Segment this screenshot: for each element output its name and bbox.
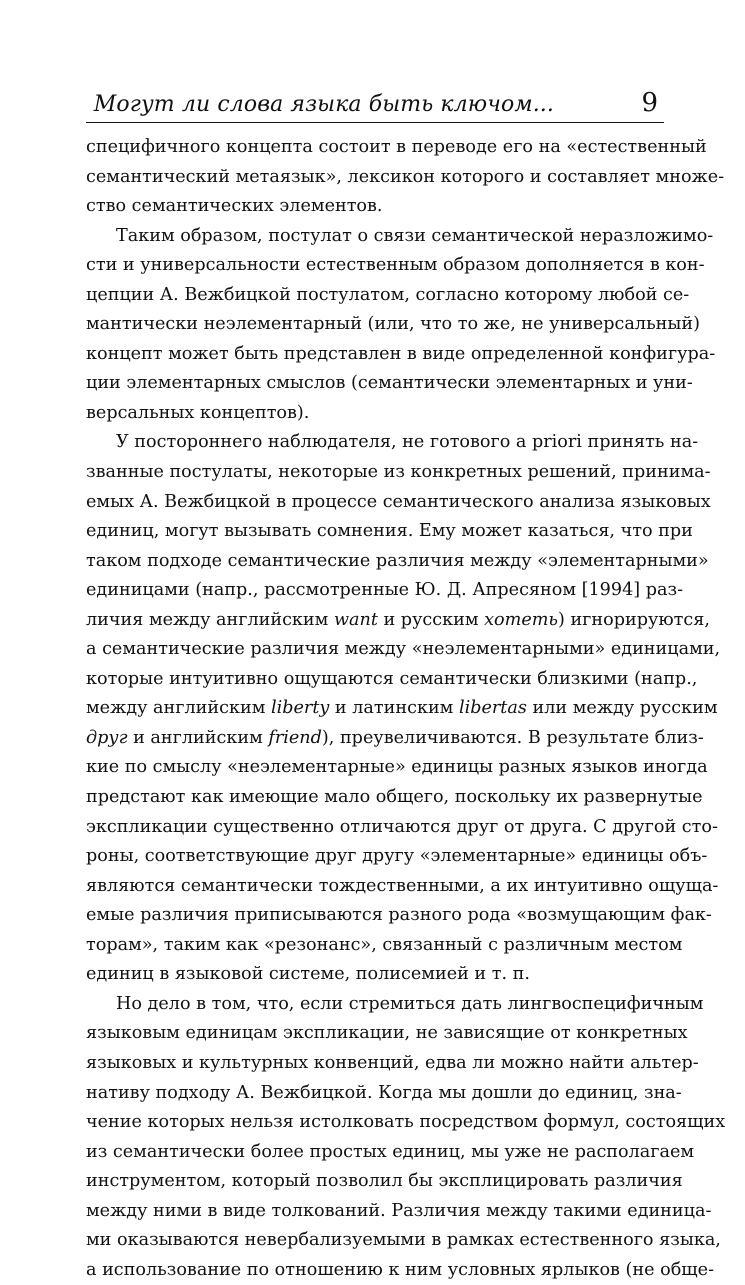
text-line: Таким образом, постулат о связи семантической неразложимо- — [116, 225, 714, 246]
text-line: емых А. Вежбицкой в процессе семантического анализа языковых — [86, 491, 711, 512]
text-line: версальных концептов). — [86, 402, 310, 423]
text-line: между ними в виде толкований. Различия между такими единица- — [86, 1200, 712, 1221]
text-line: У постороннего наблюдателя, не готового a priori принять на- — [116, 432, 699, 453]
running-head — [86, 88, 664, 123]
text-line: личия между английским want и русским хотеть) игнорируются, — [86, 609, 710, 630]
text-line: являются семантически тождественными, а их интуитивно ощуща- — [86, 875, 719, 896]
page-number: 9 — [641, 88, 658, 118]
italic-term: friend — [268, 727, 322, 748]
text-line: языковым единицам экспликации, не зависящие от конкретных — [86, 1023, 688, 1044]
italic-term: хотеть — [484, 609, 558, 630]
body-text — [86, 133, 726, 1285]
text-line: между английским liberty и латинским libertas или между русским — [86, 698, 718, 719]
text-line: емые различия приписываются разного рода «возмущающим фак- — [86, 905, 712, 926]
text-line: концепт может быть представлен в виде определенной конфигура- — [86, 343, 716, 364]
text-line: которые интуитивно ощущаются семантически близкими (напр., — [86, 668, 698, 689]
text-line: предстают как имеющие мало общего, поскольку их развернутые — [86, 787, 703, 808]
text-line: званные постулаты, некоторые из конкретных решений, принима- — [86, 462, 711, 483]
text-line: специфичного концепта состоит в переводе его на «естественный — [86, 137, 707, 157]
italic-term: друг — [86, 727, 128, 748]
text-line: торам», таким как «резонанс», связанный с различным местом — [86, 934, 683, 955]
text-line: чение которых нельзя истолковать посредством формул, состоящих — [86, 1112, 726, 1133]
text-line: семантический метаязык», лексикон которого и составляет множе- — [86, 166, 725, 187]
text-line: экспликации существенно отличаются друг от друга. С другой сто- — [86, 816, 718, 837]
text-line: цепции А. Вежбицкой постулатом, согласно которому любой се- — [86, 284, 690, 305]
text-line: мантически неэлементарный (или, что то же, не универсальный) — [86, 314, 700, 335]
text-line: друг и английским friend), преувеличиваются. В результате близ- — [86, 727, 704, 748]
text-line: из семантически более простых единиц, мы уже не располагаем — [86, 1141, 695, 1162]
italic-term: liberty — [270, 698, 330, 719]
running-head-title: Могут ли слова языка быть ключом... — [93, 92, 554, 117]
text-line: сти и универсальности естественным образом дополняется в кон- — [86, 255, 705, 276]
text-line: ции элементарных смыслов (семантически элементарных и уни- — [86, 373, 693, 394]
text-line: единицами (напр., рассмотренные Ю. Д. Апресяном [1994] раз- — [86, 580, 684, 601]
text-line: таком подходе семантические различия между «элементарными» — [86, 550, 709, 571]
text-line: роны, соответствующие друг другу «элементарные» единицы объ- — [86, 846, 708, 867]
text-line: а семантические различия между «неэлементарными» единицами, — [86, 639, 721, 660]
text-line: нативу подходу А. Вежбицкой. Когда мы дошли до единиц, зна- — [86, 1082, 682, 1103]
text-line: Но дело в том, что, если стремиться дать лингвоспецифичным — [116, 993, 704, 1014]
text-line: единиц, могут вызывать сомнения. Ему может казаться, что при — [86, 521, 693, 542]
text-line: языковых и культурных конвенций, едва ли можно найти альтер- — [86, 1052, 699, 1073]
text-line: кие по смыслу «неэлементарные» единицы разных языков иногда — [86, 757, 708, 778]
text-line: ми оказываются невербализуемыми в рамках естественного языка, — [86, 1230, 721, 1251]
italic-term: want — [333, 609, 378, 630]
text-line: единиц в языковой системе, полисемией и т. п. — [86, 964, 530, 985]
text-line: а использование по отношению к ним условных ярлыков (не обще- — [86, 1259, 715, 1280]
italic-term: libertas — [458, 698, 527, 719]
text-line: ство семантических элементов. — [86, 196, 383, 217]
text-line: инструментом, который позволил бы эксплицировать различия — [86, 1171, 683, 1192]
